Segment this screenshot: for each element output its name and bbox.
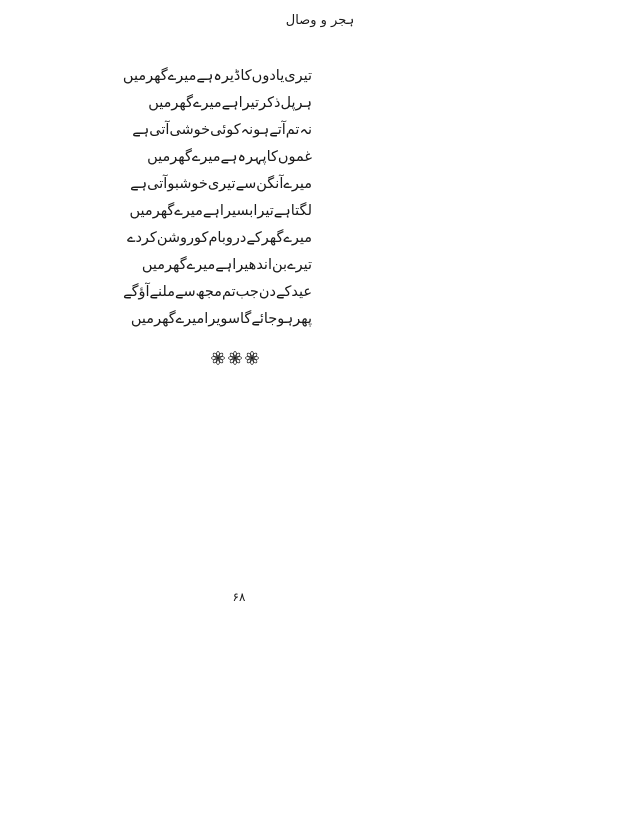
poem-line: غموں کا پہرہ ہے میرے گھر میں (147, 148, 312, 165)
poem (122, 62, 312, 332)
page-number: ۶۸ (232, 590, 246, 604)
flower-ornament-icon (211, 351, 225, 365)
running-head: ہجر و وصال (285, 13, 355, 28)
flower-ornament-icon (245, 351, 259, 365)
flower-ornament-icon (228, 351, 242, 365)
poem-line: تیری یادوں کا ڈیرہ ہے میرے گھر میں (122, 67, 312, 84)
poem-line: عید کے دن جب تم مجھ سے ملنے آؤ گے (123, 283, 312, 300)
poem-line: میرے آنگن سے تیری خوشبو آتی ہے (130, 175, 312, 192)
section-ornament (211, 350, 259, 366)
poem-line: نہ تم آتے ہو نہ کوئی خوشی آتی ہے (132, 121, 312, 138)
poem-line: لگتا ہے تیرا بسیرا ہے میرے گھر میں (129, 202, 312, 219)
poem-line: تیرے بن اندھیرا ہے میرے گھر میں (141, 256, 312, 273)
poem-line: ہر پل ذکر تیرا ہے میرے گھر میں (148, 94, 312, 111)
poem-line: پھر ہو جائے گا سویرا میرے گھر میں (130, 310, 312, 327)
poem-line: میرے گھر کے در و بام کو روشن کر دے (126, 229, 312, 246)
